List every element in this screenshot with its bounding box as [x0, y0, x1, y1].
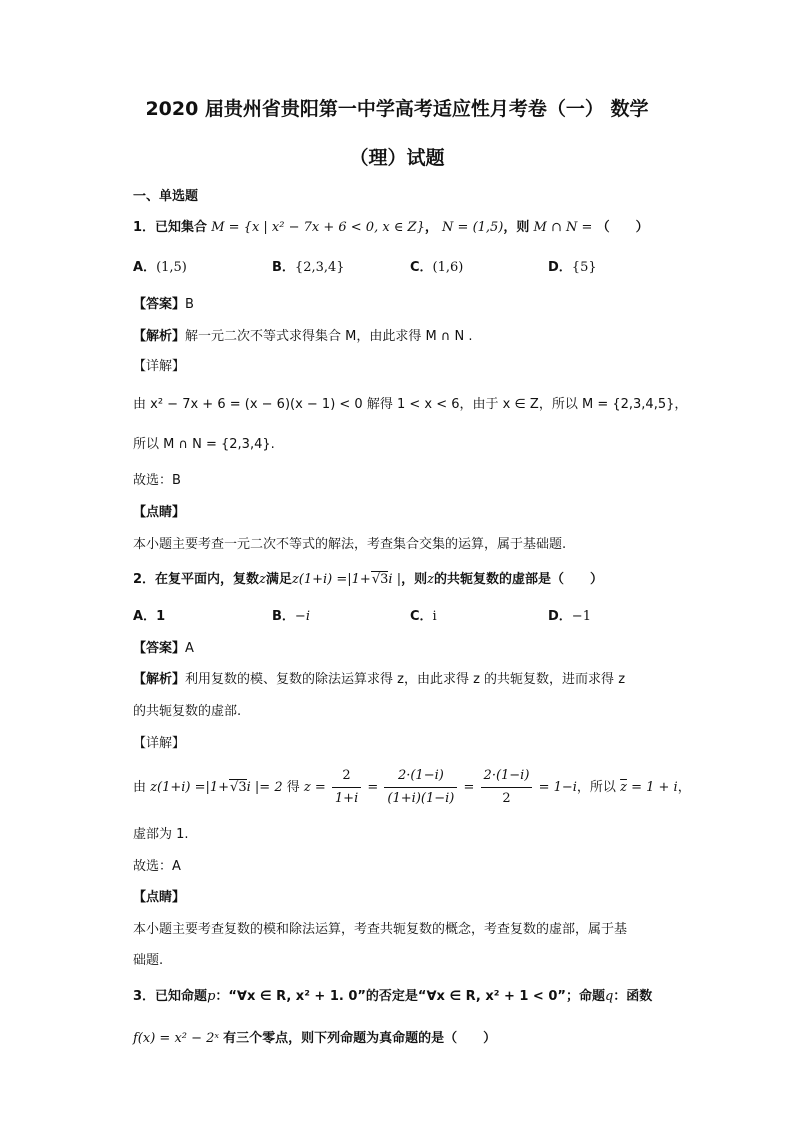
analysis-line	[133, 328, 472, 346]
answer-line	[133, 640, 194, 658]
detail-text: 由	[133, 780, 147, 795]
option-value: i	[432, 609, 437, 624]
question-text: ：函数	[613, 989, 653, 1004]
option-label: D．	[548, 609, 572, 624]
option-label: C．	[410, 260, 433, 275]
fraction-denominator: (1+i)(1−i)	[387, 791, 455, 806]
question-text: ：“∀x ∈ R, x² + 1. 0”的否定是“∀x ∈ R, x² + 1 < 0”；命题	[215, 989, 605, 1004]
question-number: 2．	[133, 572, 156, 587]
detail-text: 得	[286, 780, 300, 795]
math-conjugate: $\overline{z}$	[620, 780, 627, 795]
option-value: (1,5)	[156, 260, 187, 275]
comment-text-1: 本小题主要考查复数的模和除法运算，考查共轭复数的概念，考查复数的虚部，属于基	[133, 922, 628, 937]
analysis-tag: 【解析】	[133, 672, 186, 687]
choose-line: 故选：A	[133, 859, 181, 874]
analysis-tag: 【解析】	[133, 329, 186, 344]
option-c	[410, 259, 463, 277]
question-text: 的共轭复数的虚部是（ ）	[433, 572, 603, 587]
option-value: −1	[571, 609, 591, 624]
question-2-stem: 2．在复平面内，复数z满足z(1+i) =|1+√3i |，则z的共轭复数的虚部是（ ）	[133, 572, 603, 587]
math-set-n: N = (1,5)	[442, 220, 504, 235]
detail-tag: 【详解】	[133, 359, 186, 374]
comment-text-2: 础题.	[133, 953, 164, 968]
math-var-z: z	[427, 572, 434, 587]
answer-tag: 【答案】	[133, 297, 186, 312]
question-text: ，则	[401, 572, 428, 587]
question-number: 3．	[133, 989, 156, 1004]
math-function: f(x) = x² − 2ˣ	[133, 1031, 220, 1046]
fraction-numerator: 2·(1−i)	[481, 767, 533, 788]
detail-line-1: 由 x² − 7x + 6 = (x − 6)(x − 1) < 0 解得 1 < x < 6，由于 x ∈ Z，所以 M = {2,3,4,5}，	[133, 397, 688, 412]
question-text: 在复平面内，复数	[155, 572, 260, 587]
option-a	[133, 608, 165, 626]
answer-paren: （ ）	[596, 220, 649, 235]
option-value: {2,3,4}	[294, 260, 345, 275]
option-value: −i	[294, 609, 310, 624]
fraction-1	[332, 767, 361, 808]
option-label: B．	[272, 609, 295, 624]
exam-title-line1: 2020 届贵州省贵阳第一中学高考适应性月考卷（一） 数学	[145, 98, 649, 120]
math-set-m: M = {x | x² − 7x + 6 < 0, x ∈ Z}	[211, 220, 425, 235]
answer-line	[133, 296, 194, 314]
fraction-denominator: 1+i	[334, 791, 359, 806]
detail-tag: 【详解】	[133, 736, 186, 751]
fraction-2	[384, 767, 457, 808]
option-b	[272, 259, 345, 277]
question-text: ，则	[503, 220, 530, 235]
analysis-text: 利用复数的模、复数的除法运算求得 z，由此求得 z 的共轭复数，进而求得 z	[185, 672, 626, 687]
exam-title-line2: （理）试题	[349, 147, 445, 169]
math-result: = 1−i	[538, 780, 577, 795]
choose-line: 故选：B	[133, 473, 181, 488]
question-1-stem	[133, 219, 649, 237]
answer-value: B	[185, 297, 194, 312]
math-equation: z =	[303, 780, 326, 795]
analysis-line-2: 的共轭复数的虚部.	[133, 704, 242, 719]
math-var-p: p	[207, 989, 216, 1004]
detail-text: ，	[677, 780, 691, 795]
option-label: D．	[548, 260, 572, 275]
math-intersection: M ∩ N =	[533, 220, 593, 235]
math-sqrt: 3	[380, 572, 389, 587]
question-text: 已知命题	[155, 989, 208, 1004]
analysis-text: 解一元二次不等式求得集合 M，由此求得 M ∩ N .	[185, 329, 473, 344]
option-label: B．	[272, 260, 295, 275]
detail-line-2: 所以 M ∩ N = {2,3,4}.	[133, 437, 275, 452]
math-sqrt: 3	[238, 780, 247, 795]
detail-equation-line: 由 z(1+i) =|1+√3i |= 2 得 z = $\frac{2}{1+i}$ = $\frac{2\cdot(1-i)}{(1+i)(1-i)}$ = $\frac{2\cdot(1-i)}{2}$ = 1−i，所以 $\overline{z} = 1 + i$，	[133, 768, 691, 806]
option-value: 1	[156, 609, 166, 624]
option-value: {5}	[571, 260, 597, 275]
math-equation: i |= 2	[246, 780, 283, 795]
question-number: 1．	[133, 220, 156, 235]
question-text: 已知集合	[155, 220, 208, 235]
option-value: (1,6)	[432, 260, 464, 275]
math-equation: z(1+i) =|1+	[291, 572, 371, 587]
math-equals: =	[367, 780, 379, 795]
math-equation: i |	[388, 572, 402, 587]
section-heading: 一、单选题	[133, 189, 199, 204]
fraction-numerator: 2·(1−i)	[384, 767, 457, 788]
comment-tag: 【点睛】	[133, 505, 186, 520]
question-text: 有三个零点，则下列命题为真命题的是（ ）	[223, 1031, 497, 1046]
option-label: C．	[410, 609, 433, 624]
comment-tag: 【点睛】	[133, 890, 186, 905]
fraction-denominator: 2	[502, 791, 511, 806]
option-a	[133, 259, 187, 277]
answer-value: A	[185, 641, 194, 656]
math-var-q: q	[604, 989, 614, 1004]
math-equals: =	[463, 780, 475, 795]
option-d	[548, 608, 591, 626]
punct: ，	[424, 220, 438, 235]
math-result: = 1 + i	[631, 780, 678, 795]
question-3-stem-2	[133, 1030, 496, 1048]
option-c	[410, 608, 437, 626]
analysis-line-1	[133, 671, 625, 689]
math-var-z: z	[259, 572, 266, 587]
question-3-stem-1	[133, 988, 652, 1006]
imag-part-line: 虚部为 1.	[133, 827, 189, 842]
option-b	[272, 608, 310, 626]
question-text: 满足	[265, 572, 292, 587]
comment-text: 本小题主要考查一元二次不等式的解法，考查集合交集的运算，属于基础题.	[133, 537, 567, 552]
option-d	[548, 259, 597, 277]
answer-tag: 【答案】	[133, 641, 186, 656]
option-label: A．	[133, 609, 157, 624]
fraction-3	[481, 767, 533, 808]
detail-text: ，所以	[576, 780, 616, 795]
math-equation: z(1+i) =|1+	[150, 780, 230, 795]
fraction-numerator: 2	[332, 767, 361, 788]
option-label: A．	[133, 260, 157, 275]
